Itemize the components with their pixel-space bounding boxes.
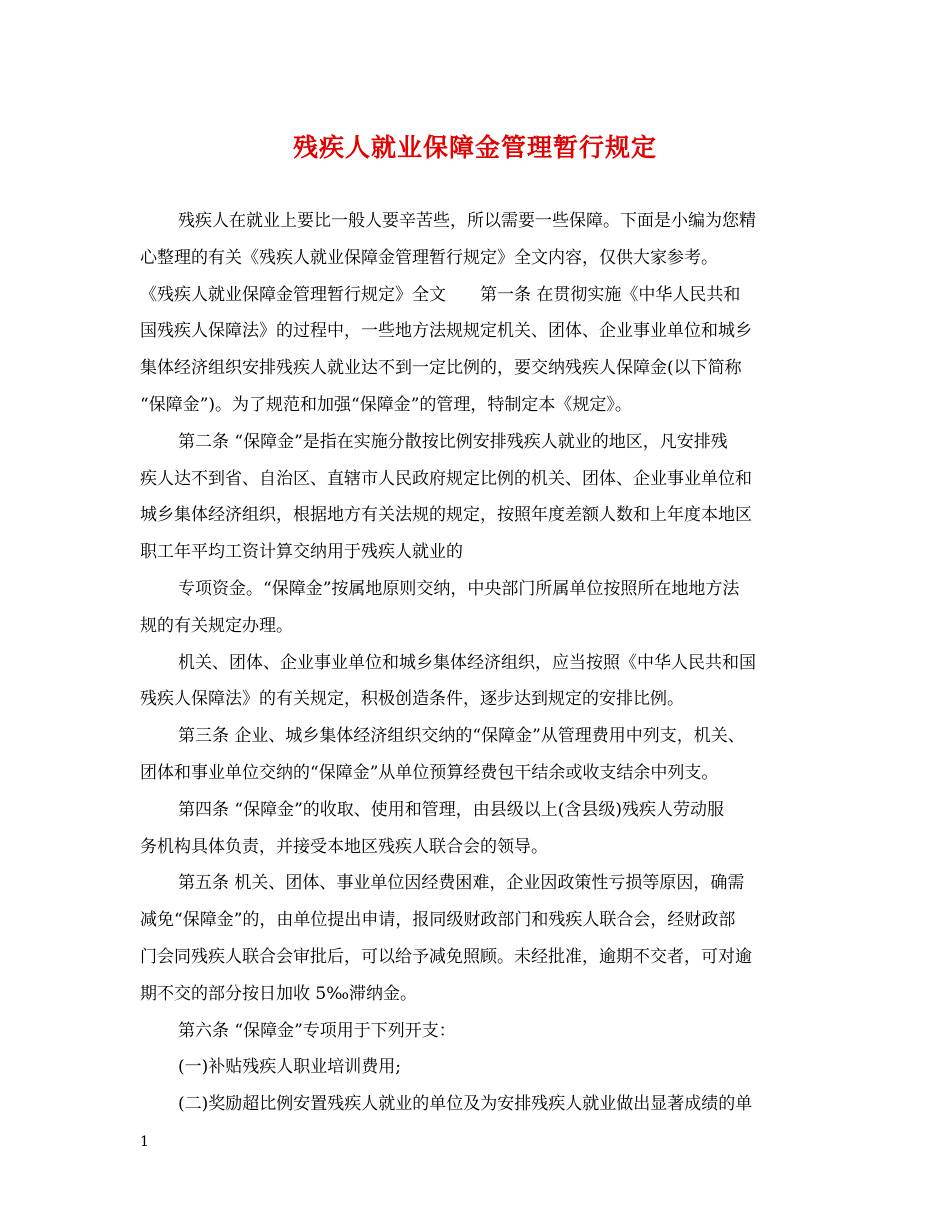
text-line: 规的有关规定办理。 <box>140 615 293 636</box>
text-line: 心整理的有关《残疾人就业保障金管理暂行规定》全文内容，仅供大家参考。 <box>140 247 718 268</box>
text-line: (二)奖励超比例安置残疾人就业的单位及为安排残疾人就业做出显著成绩的单 <box>178 1094 753 1115</box>
text-line: 第二条 “保障金”是指在实施分散按比例安排残疾人就业的地区，凡安排残 <box>178 431 728 452</box>
text-line: 国残疾人保障法》的过程中，一些地方法规规定机关、团体、企业事业单位和城乡 <box>140 321 752 342</box>
text-line: 减免“保障金”的，由单位提出申请，报同级财政部门和残疾人联合会，经财政部 <box>140 910 736 931</box>
text-line: 机关、团体、企业事业单位和城乡集体经济组织，应当按照《中华人民共和国 <box>178 652 756 673</box>
text-line: “保障金”)。为了规范和加强“保障金”的管理，特制定本《规定》。 <box>140 394 632 415</box>
text-line: 城乡集体经济组织，根据地方有关法规的规定，按照年度差额人数和上年度本地区 <box>140 505 752 526</box>
text-line: 第五条 机关、团体、事业单位因经费困难，企业因政策性亏损等原因，确需 <box>178 873 745 894</box>
document-body <box>140 203 812 1123</box>
text-line: 期不交的部分按日加收 5‰滞纳金。 <box>140 983 418 1004</box>
text-line: 门会同残疾人联合会审批后，可以给予减免照顾。未经批准，逾期不交者，可对逾 <box>140 946 752 967</box>
text-line: 残疾人在就业上要比一般人要辛苦些，所以需要一些保障。下面是小编为您精 <box>178 211 756 231</box>
text-line: 职工年平均工资计算交纳用于残疾人就业的 <box>140 542 463 563</box>
text-line: (一)补贴残疾人职业培训费用; <box>178 1057 401 1078</box>
text-line: 第六条 “保障金”专项用于下列开支： <box>178 1020 456 1041</box>
page-number: 1 <box>140 1134 149 1150</box>
text-line: 《残疾人就业保障金管理暂行规定》全文 第一条 在贯彻实施《中华人民共和 <box>140 284 741 305</box>
text-line: 第三条 企业、城乡集体经济组织交纳的“保障金”从管理费用中列支，机关、 <box>178 726 745 747</box>
text-line: 残疾人保障法》的有关规定，积极创造条件，逐步达到规定的安排比例。 <box>140 689 684 710</box>
text-line: 团体和事业单位交纳的“保障金”从单位预算经费包干结余或收支结余中列支。 <box>140 762 719 783</box>
text-line: 专项资金。“保障金”按属地原则交纳，中央部门所属单位按照所在地地方法 <box>178 578 740 599</box>
text-line: 务机构具体负责，并接受本地区残疾人联合会的领导。 <box>140 836 548 857</box>
text-line: 集体经济组织安排残疾人就业达不到一定比例的，要交纳残疾人保障金(以下简称 <box>140 358 742 379</box>
document-title: 残疾人就业保障金管理暂行规定 <box>292 133 657 162</box>
text-line: 疾人达不到省、自治区、直辖市人民政府规定比例的机关、团体、企业事业单位和 <box>140 468 752 489</box>
text-line: 第四条 “保障金”的收取、使用和管理，由县级以上(含县级)残疾人劳动服 <box>178 799 725 820</box>
